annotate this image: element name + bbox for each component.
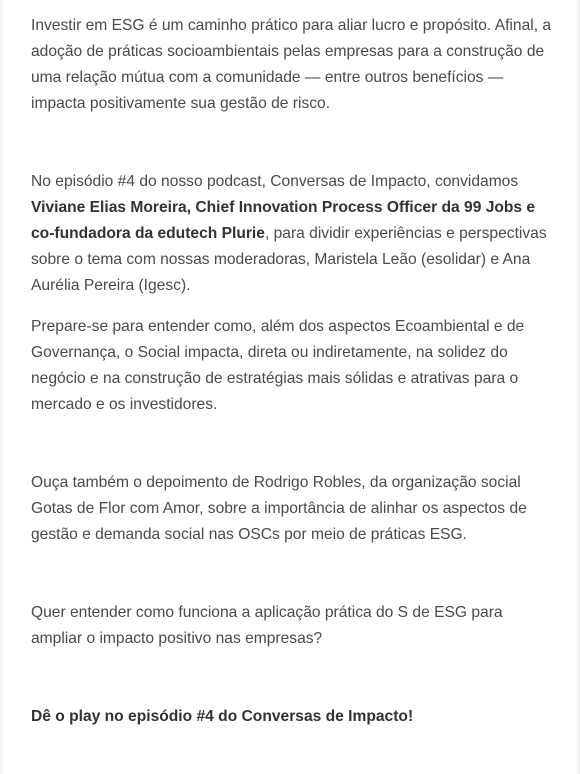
- paragraph-question: Quer entender como funciona a aplicação prática do S de ESG para ampliar o impacto positivo nas empresas?: [31, 604, 503, 647]
- paragraph-social-impact: Prepare-se para entender como, além dos aspectos Ecoambiental e de Governança, o Social impacta, direta ou indiretamente, na solidez do negócio e na construção de estratégias mais sólidas e atrativas para o mercado e os investidores.: [31, 318, 525, 413]
- email-body: [3, 0, 577, 774]
- call-to-action-text: Dê o play no episódio #4 do Conversas de Impacto!: [31, 708, 414, 725]
- paragraph-testimonial: Ouça também o depoimento de Rodrigo Robles, da organização social Gotas de Flor com Amor, sobre a importância de alinhar os aspectos de gestão e demanda social nas OSCs por meio de práticas ESG.: [31, 474, 527, 543]
- guest-name-bold: Viviane Elias Moreira, Chief Innovation Process Officer da 99 Jobs e co-fundadora da edutech Plurie: [31, 199, 536, 242]
- paragraph-podcast-guest-after: , para dividir experiências e perspectivas sobre o tema com nossas moderadoras, Maristela Leão (esolidar) e Ana Aurélia Pereira (Igesc).: [31, 225, 547, 294]
- paragraph-esg-intro: Investir em ESG é um caminho prático para aliar lucro e propósito. Afinal, a adoção de práticas socioambientais pelas empresas para a construção de uma relação mútua com a comunidade — entre outros benefícios — impacta positivamente sua gestão de risco.: [31, 17, 552, 112]
- paragraph-podcast-guest: [31, 169, 553, 299]
- paragraph-podcast-guest-before: No episódio #4 do nosso podcast, Conversas de Impacto, convidamos: [31, 173, 519, 190]
